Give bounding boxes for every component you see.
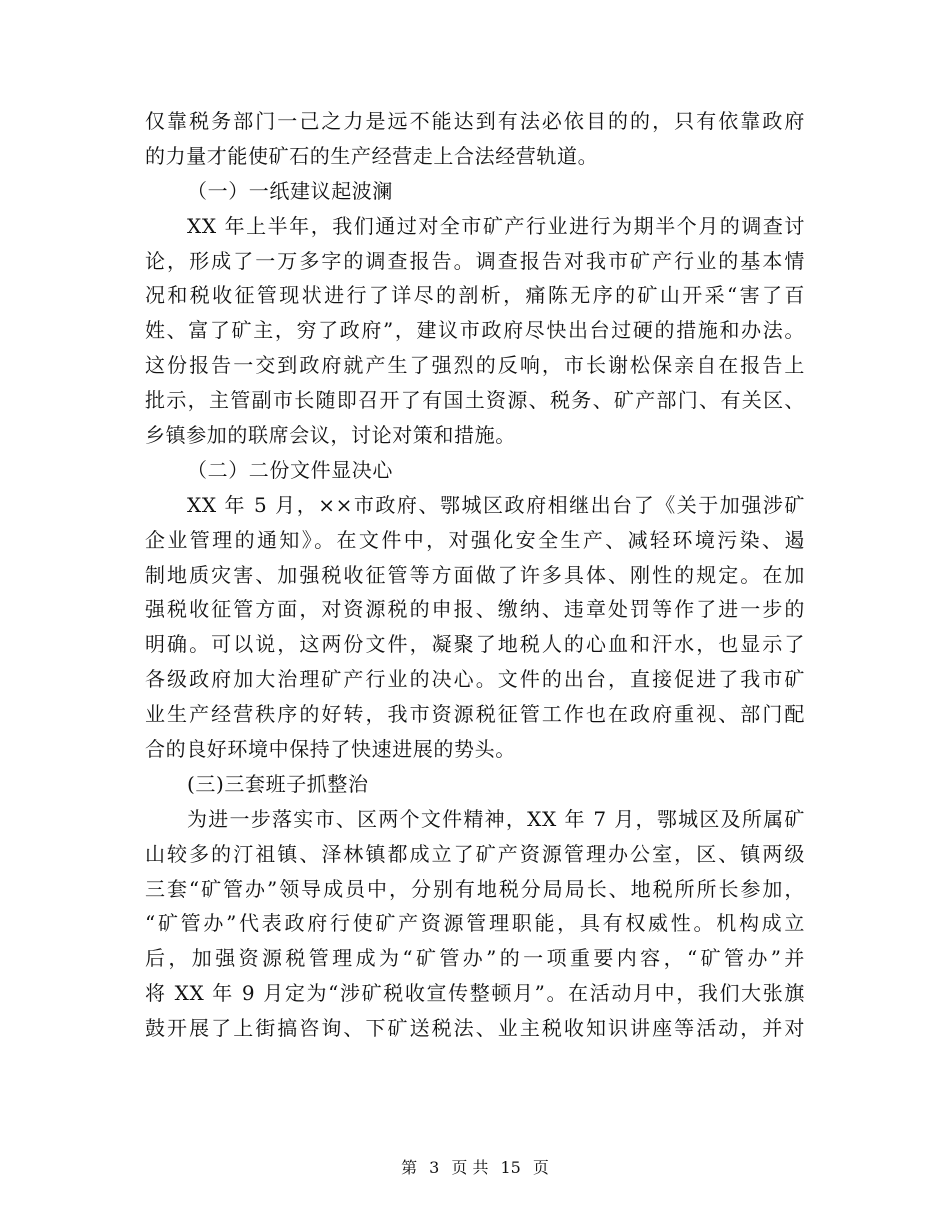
- text-line: 三套“矿管办”领导成员中，分别有地税分局局长、地税所所长参加，: [145, 876, 805, 901]
- text-line: 的力量才能使矿石的生产经营走上合法经营轨道。: [145, 143, 599, 168]
- text-line: 批示，主管副市长随即召开了有国土资源、税务、矿产部门、有关区、: [145, 388, 805, 413]
- text-line: 各级政府加大治理矿产行业的决心。文件的出台，直接促进了我市矿: [145, 667, 805, 692]
- text-line: 鼓开展了上街搞咨询、下矿送税法、业主税收知识讲座等活动，并对: [145, 1016, 805, 1041]
- text-line: 山较多的汀祖镇、泽林镇都成立了矿产资源管理办公室，区、镇两级: [145, 841, 805, 866]
- text-line: 业生产经营秩序的好转，我市资源税征管工作也在政府重视、部门配: [145, 702, 805, 727]
- text-line: 论，形成了一万多字的调查报告。调查报告对我市矿产行业的基本情: [145, 248, 805, 273]
- footer-prefix: 第: [401, 1158, 418, 1177]
- section-heading-3: (三)三套班子抓整治: [187, 771, 369, 796]
- footer-page-number: 3: [429, 1158, 440, 1177]
- text-line: 后，加强资源税管理成为“矿管办”的一项重要内容，“矿管办”并: [145, 946, 805, 971]
- text-line: 姓、富了矿主，穷了政府”，建议市政府尽快出台过硬的措施和办法。: [145, 318, 805, 343]
- text-line: 乡镇参加的联席会议，讨论对策和措施。: [145, 423, 516, 448]
- footer-total-pages: 15: [500, 1158, 521, 1177]
- footer-middle: 页 共: [451, 1158, 489, 1177]
- text-line: XX 年 5 月，××市政府、鄂城区政府相继出台了《关于加强涉矿: [187, 492, 805, 517]
- text-line: 强税收征管方面，对资源税的申报、缴纳、违章处罚等作了进一步的: [145, 597, 805, 622]
- page-footer: [0, 1158, 950, 1178]
- text-line: 企业管理的通知》。在文件中，对强化安全生产、减轻环境污染、遏: [145, 527, 805, 552]
- text-line: 制地质灾害、加强税收征管等方面做了许多具体、刚性的规定。在加: [145, 562, 805, 587]
- text-line: 仅靠税务部门一己之力是远不能达到有法必依目的的，只有依靠政府: [145, 109, 805, 133]
- section-heading-2: （二）二份文件显决心: [187, 457, 393, 482]
- document-body: [145, 104, 805, 1046]
- footer-suffix: 页: [532, 1158, 549, 1177]
- text-line: XX 年上半年，我们通过对全市矿产行业进行为期半个月的调查讨: [187, 213, 805, 238]
- text-line: 合的良好环境中保持了快速进展的势头。: [145, 737, 516, 762]
- text-line: 明确。可以说，这两份文件，凝聚了地税人的心血和汗水，也显示了: [145, 632, 805, 657]
- text-line: 这份报告一交到政府就产生了强烈的反响，市长谢松保亲自在报告上: [145, 353, 805, 378]
- text-line: 为进一步落实市、区两个文件精神，XX 年 7 月，鄂城区及所属矿: [187, 806, 805, 831]
- text-line: 将 XX 年 9 月定为“涉矿税收宣传整顿月”。在活动月中，我们大张旗: [145, 981, 805, 1006]
- section-heading-1: （一）一纸建议起波澜: [187, 178, 393, 203]
- text-line: “矿管办”代表政府行使矿产资源管理职能，具有权威性。机构成立: [145, 911, 805, 936]
- text-line: 况和税收征管现状进行了详尽的剖析，痛陈无序的矿山开采“害了百: [145, 283, 805, 308]
